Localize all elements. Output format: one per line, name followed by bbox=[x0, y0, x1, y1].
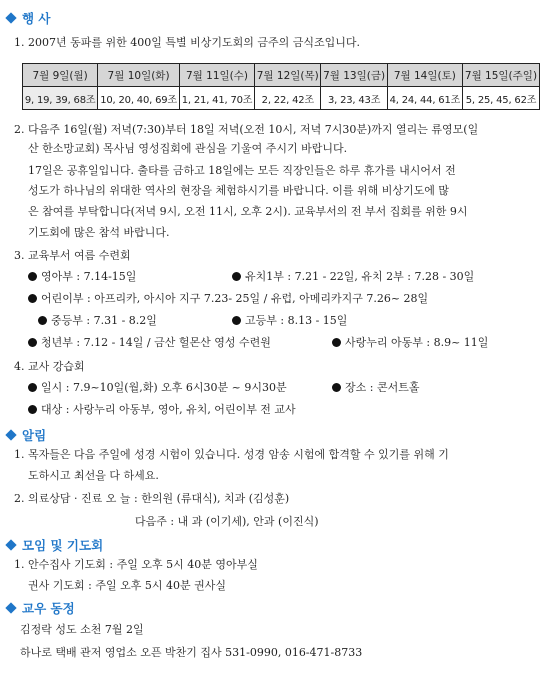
table-cell: 5, 25, 45, 62조 bbox=[462, 87, 539, 110]
section-heading-meetings bbox=[6, 536, 103, 554]
section-title: 알림 bbox=[22, 428, 47, 443]
section-title: 행 사 bbox=[22, 11, 51, 26]
diamond-bullet-icon bbox=[6, 430, 17, 441]
bullet-dot-icon bbox=[232, 272, 241, 281]
table-cell: 1, 21, 41, 70조 bbox=[179, 87, 254, 110]
bullet-dot-icon bbox=[28, 383, 37, 392]
list-item: 고등부 : 8.13 - 15일 bbox=[232, 314, 347, 328]
list-item: 청년부 : 7.12 - 14일 / 금산 헐몬산 영성 수련원 bbox=[28, 336, 271, 350]
list-item: 영아부 : 7.14-15일 bbox=[28, 270, 136, 284]
bullet-dot-icon bbox=[28, 294, 37, 303]
table-header-row bbox=[23, 64, 540, 87]
bullet-dot-icon bbox=[332, 338, 341, 347]
diamond-bullet-icon bbox=[6, 13, 17, 24]
notices-item-1-line: 1. 목자들은 다음 주일에 성경 시험이 있습니다. 성경 암송 시험에 합격할 수 있기를 위해 기 bbox=[14, 448, 449, 461]
bullet-dot-icon bbox=[28, 405, 37, 414]
events-item-2-line: 은 참여를 부탁합니다(저녁 9시, 오전 11시, 오후 2시). 교육부서의 전 부서 집회를 위한 9시 bbox=[28, 205, 468, 218]
table-cell: 10, 20, 40, 69조 bbox=[98, 87, 180, 110]
members-news-line: 김정락 성도 소천 7월 2일 bbox=[20, 623, 144, 636]
events-item-2-line: 2. 다음주 16일(월) 저녁(7:30)부터 18일 저녁(오전 10시, 저녁 7시30분)까지 열리는 류영모(일 bbox=[14, 123, 479, 136]
bullet-dot-icon bbox=[232, 316, 241, 325]
notices-item-1-line: 도하시고 최선을 다 하세요. bbox=[28, 469, 159, 482]
diamond-bullet-icon bbox=[6, 603, 17, 614]
bullet-dot-icon bbox=[28, 338, 37, 347]
table-cell: 4, 24, 44, 61조 bbox=[387, 87, 462, 110]
table-header-cell: 7월 11일(수) bbox=[179, 64, 254, 87]
events-item-2-line: 17일은 공휴일입니다. 출타를 금하고 18일에는 모든 직장인들은 하루 휴가를 내시어서 전 bbox=[28, 164, 456, 177]
section-title: 교우 동정 bbox=[22, 601, 75, 616]
table-cell: 3, 23, 43조 bbox=[321, 87, 387, 110]
diamond-bullet-icon bbox=[6, 540, 17, 551]
section-heading-members bbox=[6, 599, 75, 617]
list-item: 장소 : 콘서트홀 bbox=[332, 381, 419, 395]
bullet-dot-icon bbox=[28, 272, 37, 281]
events-item-3-title: 3. 교육부서 여름 수련회 bbox=[14, 249, 131, 262]
list-item: 어린이부 : 아프리카, 아시아 지구 7.23- 25일 / 유럽, 아메리카지구 7.26~ 28일 bbox=[28, 292, 428, 306]
events-item-4-title: 4. 교사 강습회 bbox=[14, 360, 85, 373]
events-item-2-line: 기도회에 많은 참석 바랍니다. bbox=[28, 226, 170, 239]
table-cell: 9, 19, 39, 68조 bbox=[23, 87, 98, 110]
notices-item-2-line: 2. 의료상담 · 진료 오 늘 : 한의원 (류대식), 치과 (김성훈) bbox=[14, 492, 290, 505]
table-header-cell: 7월 15일(주일) bbox=[462, 64, 539, 87]
events-item-1: 1. 2007년 동파를 위한 400일 특별 비상기도회의 금주의 금식조입니다. bbox=[14, 36, 360, 49]
table-header-cell: 7월 10일(화) bbox=[98, 64, 180, 87]
section-title: 모임 및 기도회 bbox=[22, 538, 104, 553]
meetings-item-line: 1. 안수집사 기도회 : 주일 오후 5시 40분 영아부실 bbox=[14, 558, 258, 571]
table-header-cell: 7월 13일(금) bbox=[321, 64, 387, 87]
list-item: 중등부 : 7.31 - 8.2일 bbox=[38, 314, 157, 328]
section-heading-events bbox=[6, 9, 51, 27]
table-row bbox=[23, 87, 540, 110]
events-item-2-line: 성도가 하나님의 위대한 역사의 현장을 체험하시기를 바랍니다. 이를 위해 비상기도에 많 bbox=[28, 184, 449, 197]
list-item: 일시 : 7.9~10일(월,화) 오후 6시30분 ~ 9시30분 bbox=[28, 381, 287, 395]
bullet-dot-icon bbox=[332, 383, 341, 392]
events-item-2-line: 산 한소망교회) 목사님 영성집회에 관심을 기울여 주시기 바랍니다. bbox=[28, 142, 348, 155]
members-news-line: 하나로 택배 관저 영업소 오픈 박찬기 집사 531-0990, 016-471-8733 bbox=[20, 646, 363, 659]
bullet-dot-icon bbox=[38, 316, 47, 325]
list-item: 유치1부 : 7.21 - 22일, 유치 2부 : 7.28 - 30일 bbox=[232, 270, 474, 284]
fasting-schedule-table bbox=[22, 63, 540, 110]
list-item: 사랑누리 아동부 : 8.9~ 11일 bbox=[332, 336, 488, 350]
table-header-cell: 7월 9일(월) bbox=[23, 64, 98, 87]
table-header-cell: 7월 12일(목) bbox=[255, 64, 321, 87]
table-cell: 2, 22, 42조 bbox=[255, 87, 321, 110]
section-heading-notices bbox=[6, 426, 46, 444]
table-header-cell: 7월 14일(토) bbox=[387, 64, 462, 87]
notices-item-2-line: 다음주 : 내 과 (이기세), 안과 (이진식) bbox=[135, 515, 319, 528]
list-item: 대상 : 사랑누리 아동부, 영아, 유치, 어린이부 전 교사 bbox=[28, 403, 296, 417]
meetings-item-line: 권사 기도회 : 주일 오후 5시 40분 권사실 bbox=[28, 579, 226, 592]
